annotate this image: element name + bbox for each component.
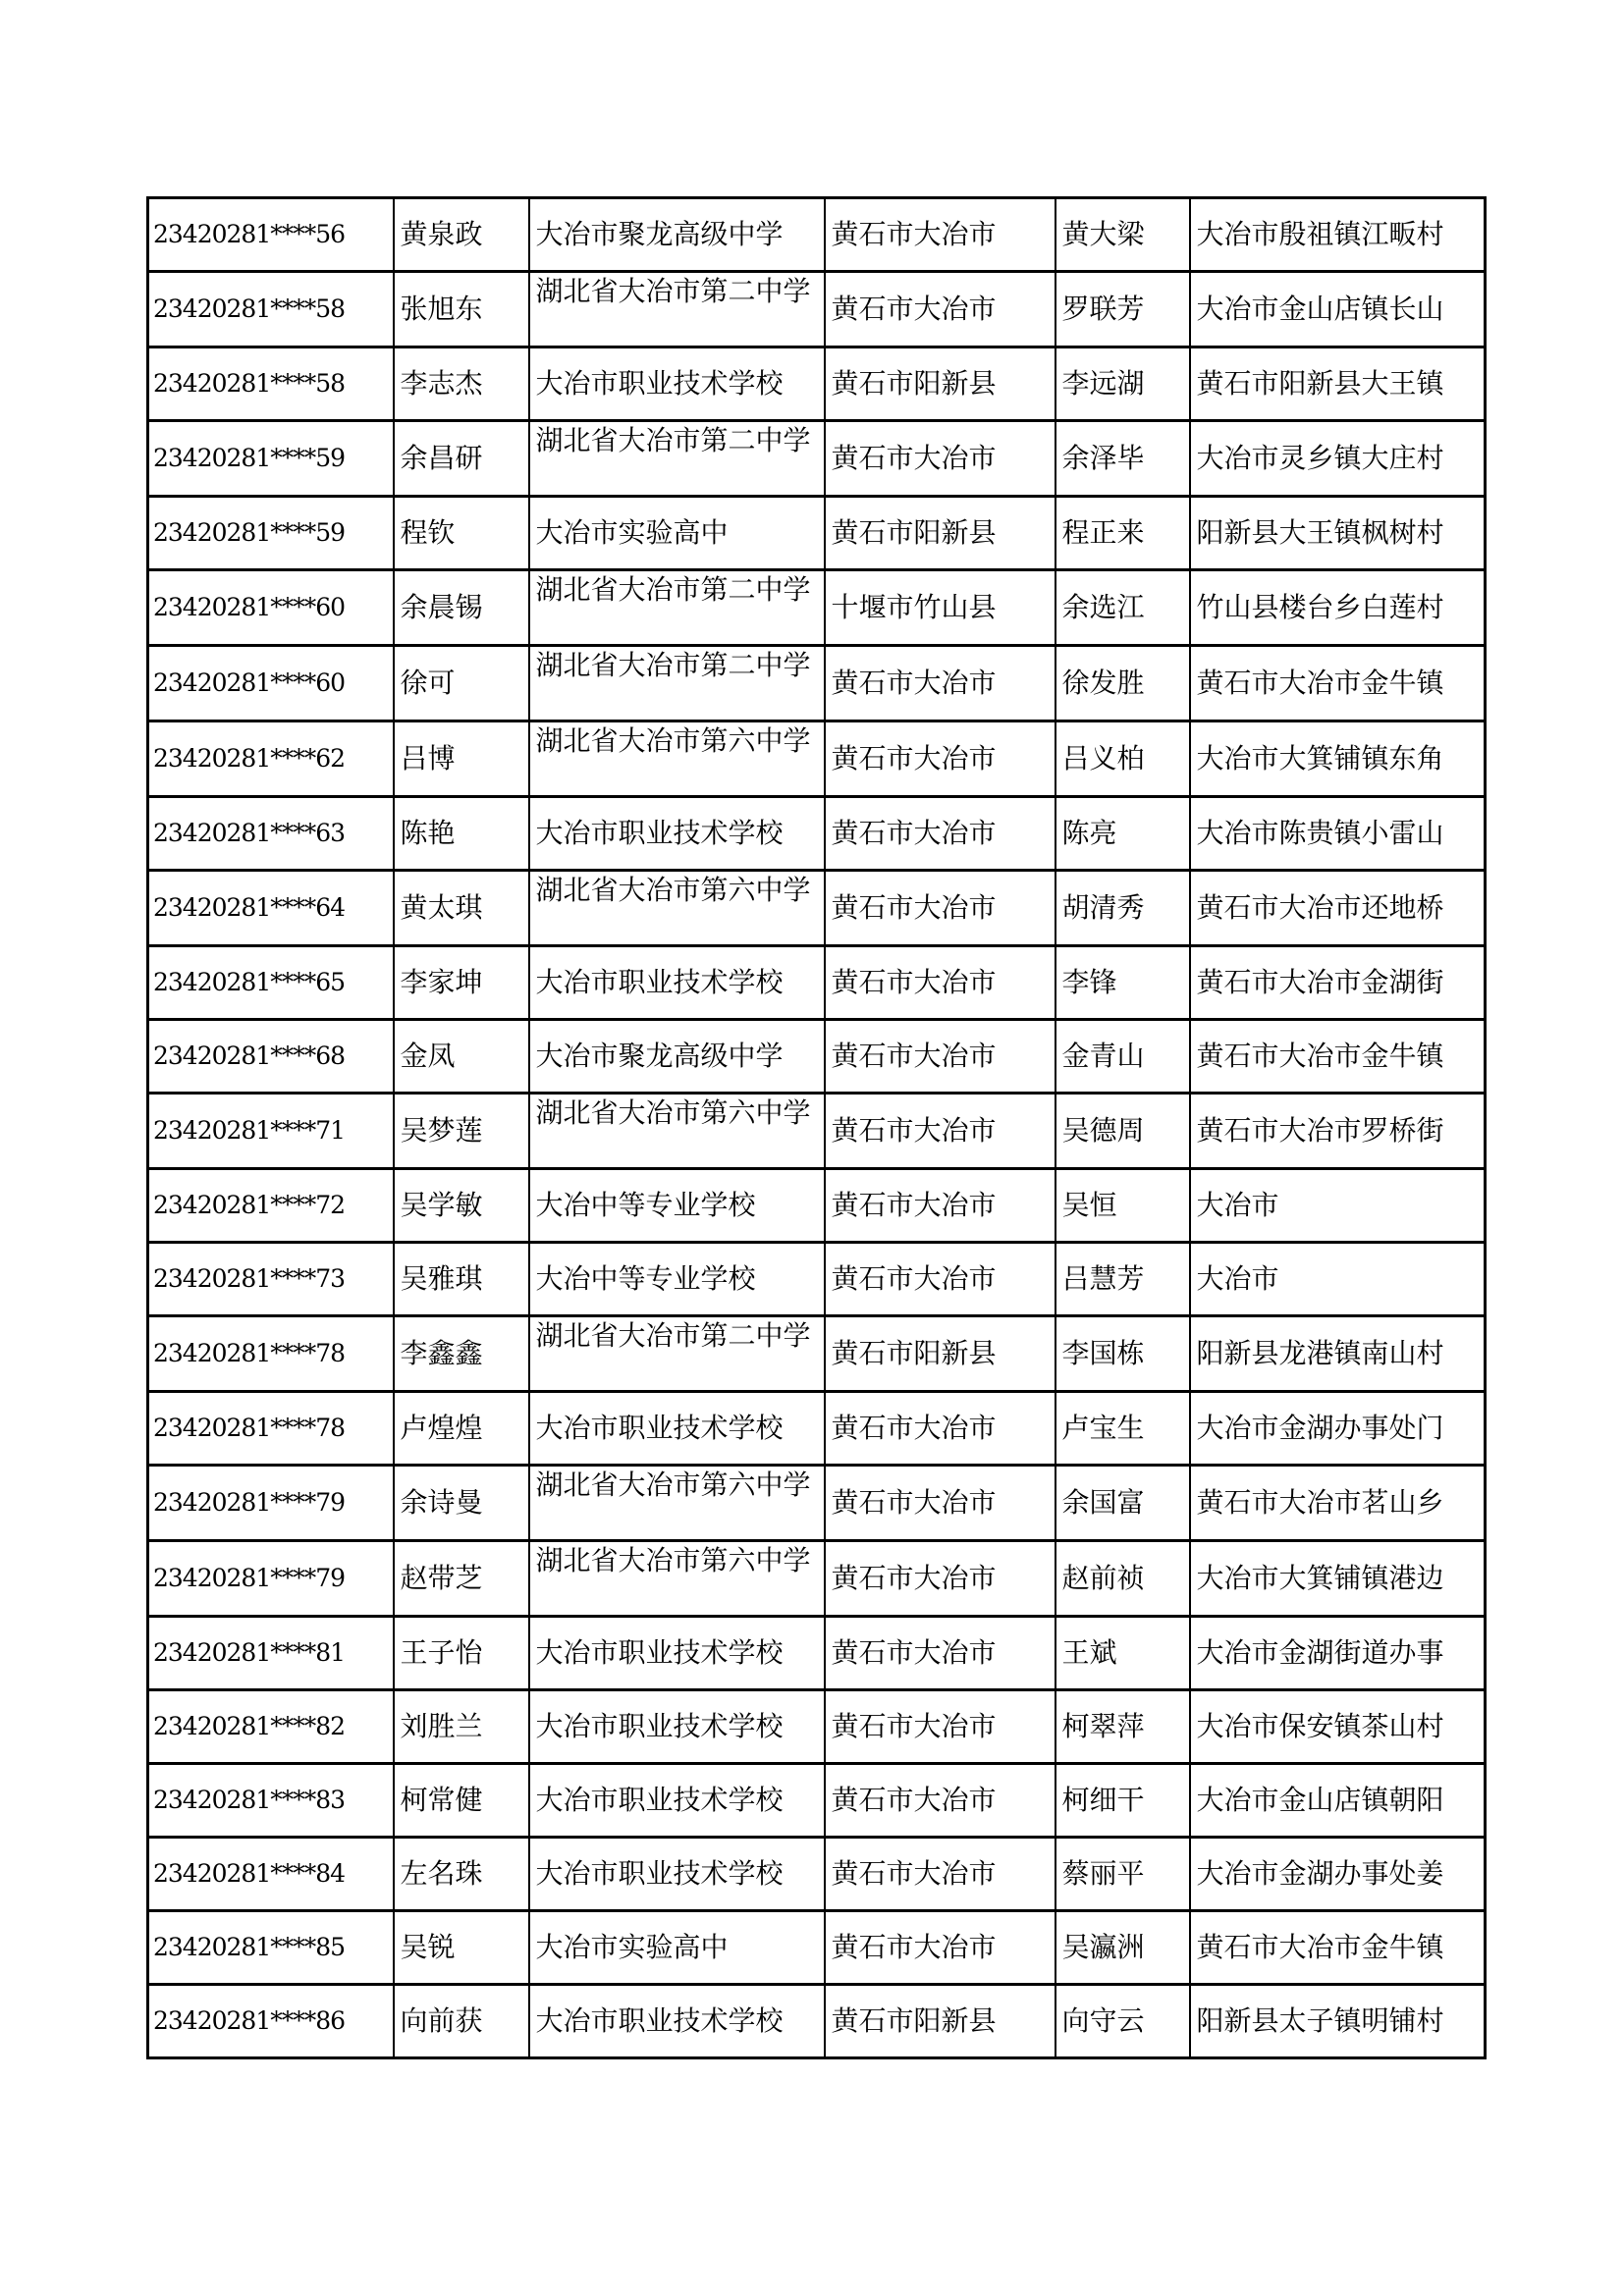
school-cell: 大冶市职业技术学校 — [529, 347, 825, 421]
table-body — [148, 198, 1486, 2058]
address-cell: 黄石市阳新县大王镇 — [1190, 347, 1486, 421]
address-cell: 黄石市大冶市金牛镇 — [1190, 1911, 1486, 1985]
region-cell: 黄石市大冶市 — [825, 1690, 1056, 1764]
id-cell: 23420281****60 — [148, 570, 394, 646]
id-cell: 23420281****72 — [148, 1169, 394, 1243]
id-cell: 23420281****68 — [148, 1020, 394, 1094]
table-row — [148, 1020, 1486, 1094]
id-cell: 23420281****81 — [148, 1617, 394, 1690]
table-row — [148, 646, 1486, 721]
student-name-cell: 金凤 — [394, 1020, 529, 1094]
region-cell: 黄石市大冶市 — [825, 797, 1056, 871]
guardian-name-cell: 金青山 — [1056, 1020, 1190, 1094]
guardian-name-cell: 胡清秀 — [1056, 871, 1190, 946]
table-row — [148, 1690, 1486, 1764]
table-row — [148, 347, 1486, 421]
school-cell: 大冶市职业技术学校 — [529, 1690, 825, 1764]
id-cell: 23420281****84 — [148, 1838, 394, 1911]
id-cell: 23420281****59 — [148, 421, 394, 497]
region-cell: 黄石市大冶市 — [825, 721, 1056, 797]
region-cell: 黄石市大冶市 — [825, 1243, 1056, 1316]
table-row — [148, 1985, 1486, 2058]
address-cell: 大冶市金山店镇朝阳 — [1190, 1764, 1486, 1838]
guardian-name-cell: 柯翠萍 — [1056, 1690, 1190, 1764]
region-cell: 黄石市大冶市 — [825, 646, 1056, 721]
table-row — [148, 1392, 1486, 1466]
table-row — [148, 1169, 1486, 1243]
table-row — [148, 871, 1486, 946]
id-cell: 23420281****79 — [148, 1466, 394, 1541]
school-cell: 湖北省大冶市第二中学 — [529, 272, 825, 347]
address-cell: 黄石市大冶市金牛镇 — [1190, 1020, 1486, 1094]
table-row — [148, 1764, 1486, 1838]
school-cell: 湖北省大冶市第六中学 — [529, 721, 825, 797]
table-row — [148, 721, 1486, 797]
student-name-cell: 刘胜兰 — [394, 1690, 529, 1764]
region-cell: 黄石市大冶市 — [825, 1020, 1056, 1094]
table-row — [148, 421, 1486, 497]
student-name-cell: 向前获 — [394, 1985, 529, 2058]
guardian-name-cell: 向守云 — [1056, 1985, 1190, 2058]
guardian-name-cell: 卢宝生 — [1056, 1392, 1190, 1466]
table-row — [148, 1316, 1486, 1392]
id-cell: 23420281****86 — [148, 1985, 394, 2058]
table-row — [148, 198, 1486, 272]
table-row — [148, 1541, 1486, 1617]
student-name-cell: 黄泉政 — [394, 198, 529, 272]
id-cell: 23420281****56 — [148, 198, 394, 272]
table-row — [148, 570, 1486, 646]
school-cell: 湖北省大冶市第六中学 — [529, 1094, 825, 1169]
school-cell: 湖北省大冶市第六中学 — [529, 871, 825, 946]
student-name-cell: 王子怡 — [394, 1617, 529, 1690]
table-row — [148, 1243, 1486, 1316]
school-cell: 湖北省大冶市第二中学 — [529, 421, 825, 497]
student-name-cell: 李鑫鑫 — [394, 1316, 529, 1392]
school-cell: 大冶市实验高中 — [529, 1911, 825, 1985]
address-cell: 黄石市大冶市茗山乡 — [1190, 1466, 1486, 1541]
region-cell: 黄石市大冶市 — [825, 421, 1056, 497]
address-cell: 黄石市大冶市罗桥街 — [1190, 1094, 1486, 1169]
address-cell: 黄石市大冶市金牛镇 — [1190, 646, 1486, 721]
student-name-cell: 卢煌煌 — [394, 1392, 529, 1466]
student-name-cell: 柯常健 — [394, 1764, 529, 1838]
address-cell: 阳新县太子镇明铺村 — [1190, 1985, 1486, 2058]
guardian-name-cell: 李国栋 — [1056, 1316, 1190, 1392]
student-name-cell: 吴雅琪 — [394, 1243, 529, 1316]
school-cell: 湖北省大冶市第二中学 — [529, 570, 825, 646]
region-cell: 十堰市竹山县 — [825, 570, 1056, 646]
region-cell: 黄石市大冶市 — [825, 1541, 1056, 1617]
school-cell: 湖北省大冶市第二中学 — [529, 646, 825, 721]
student-name-cell: 李志杰 — [394, 347, 529, 421]
guardian-name-cell: 蔡丽平 — [1056, 1838, 1190, 1911]
guardian-name-cell: 吕义柏 — [1056, 721, 1190, 797]
guardian-name-cell: 吴恒 — [1056, 1169, 1190, 1243]
id-cell: 23420281****83 — [148, 1764, 394, 1838]
student-name-cell: 余诗曼 — [394, 1466, 529, 1541]
school-cell: 大冶市聚龙高级中学 — [529, 1020, 825, 1094]
school-cell: 大冶市职业技术学校 — [529, 1392, 825, 1466]
region-cell: 黄石市大冶市 — [825, 1838, 1056, 1911]
student-name-cell: 吴梦莲 — [394, 1094, 529, 1169]
guardian-name-cell: 王斌 — [1056, 1617, 1190, 1690]
school-cell: 大冶中等专业学校 — [529, 1243, 825, 1316]
address-cell: 黄石市大冶市还地桥 — [1190, 871, 1486, 946]
id-cell: 23420281****78 — [148, 1392, 394, 1466]
table-row — [148, 1617, 1486, 1690]
id-cell: 23420281****60 — [148, 646, 394, 721]
id-cell: 23420281****58 — [148, 347, 394, 421]
id-cell: 23420281****65 — [148, 946, 394, 1020]
address-cell: 大冶市陈贵镇小雷山 — [1190, 797, 1486, 871]
school-cell: 大冶市实验高中 — [529, 497, 825, 570]
region-cell: 黄石市大冶市 — [825, 1911, 1056, 1985]
id-cell: 23420281****85 — [148, 1911, 394, 1985]
region-cell: 黄石市大冶市 — [825, 946, 1056, 1020]
id-cell: 23420281****64 — [148, 871, 394, 946]
address-cell: 大冶市 — [1190, 1243, 1486, 1316]
region-cell: 黄石市阳新县 — [825, 497, 1056, 570]
table-row — [148, 1466, 1486, 1541]
region-cell: 黄石市大冶市 — [825, 871, 1056, 946]
school-cell: 大冶市职业技术学校 — [529, 1764, 825, 1838]
guardian-name-cell: 余泽毕 — [1056, 421, 1190, 497]
school-cell: 大冶市职业技术学校 — [529, 797, 825, 871]
student-table — [146, 196, 1487, 2059]
address-cell: 大冶市保安镇茶山村 — [1190, 1690, 1486, 1764]
id-cell: 23420281****59 — [148, 497, 394, 570]
school-cell: 大冶市聚龙高级中学 — [529, 198, 825, 272]
guardian-name-cell: 吕慧芳 — [1056, 1243, 1190, 1316]
guardian-name-cell: 余国富 — [1056, 1466, 1190, 1541]
student-name-cell: 吕博 — [394, 721, 529, 797]
region-cell: 黄石市大冶市 — [825, 1392, 1056, 1466]
id-cell: 23420281****78 — [148, 1316, 394, 1392]
address-cell: 大冶市灵乡镇大庄村 — [1190, 421, 1486, 497]
guardian-name-cell: 陈亮 — [1056, 797, 1190, 871]
student-name-cell: 吴锐 — [394, 1911, 529, 1985]
school-cell: 大冶市职业技术学校 — [529, 1838, 825, 1911]
guardian-name-cell: 余选江 — [1056, 570, 1190, 646]
id-cell: 23420281****73 — [148, 1243, 394, 1316]
student-name-cell: 程钦 — [394, 497, 529, 570]
address-cell: 大冶市金湖办事处门 — [1190, 1392, 1486, 1466]
student-name-cell: 徐可 — [394, 646, 529, 721]
table-row — [148, 1094, 1486, 1169]
address-cell: 大冶市 — [1190, 1169, 1486, 1243]
id-cell: 23420281****82 — [148, 1690, 394, 1764]
guardian-name-cell: 吴瀛洲 — [1056, 1911, 1190, 1985]
guardian-name-cell: 罗联芳 — [1056, 272, 1190, 347]
table-row — [148, 497, 1486, 570]
id-cell: 23420281****79 — [148, 1541, 394, 1617]
region-cell: 黄石市大冶市 — [825, 1466, 1056, 1541]
student-name-cell: 李家坤 — [394, 946, 529, 1020]
address-cell: 大冶市大箕铺镇港边 — [1190, 1541, 1486, 1617]
student-name-cell: 黄太琪 — [394, 871, 529, 946]
address-cell: 阳新县龙港镇南山村 — [1190, 1316, 1486, 1392]
region-cell: 黄石市大冶市 — [825, 1617, 1056, 1690]
region-cell: 黄石市阳新县 — [825, 1316, 1056, 1392]
id-cell: 23420281****71 — [148, 1094, 394, 1169]
student-name-cell: 余昌研 — [394, 421, 529, 497]
region-cell: 黄石市大冶市 — [825, 1094, 1056, 1169]
school-cell: 湖北省大冶市第六中学 — [529, 1541, 825, 1617]
region-cell: 黄石市大冶市 — [825, 1764, 1056, 1838]
address-cell: 大冶市殷祖镇江畈村 — [1190, 198, 1486, 272]
student-name-cell: 赵带芝 — [394, 1541, 529, 1617]
school-cell: 湖北省大冶市第六中学 — [529, 1466, 825, 1541]
region-cell: 黄石市大冶市 — [825, 198, 1056, 272]
school-cell: 湖北省大冶市第二中学 — [529, 1316, 825, 1392]
table-row — [148, 1911, 1486, 1985]
guardian-name-cell: 吴德周 — [1056, 1094, 1190, 1169]
address-cell: 大冶市大箕铺镇东角 — [1190, 721, 1486, 797]
id-cell: 23420281****58 — [148, 272, 394, 347]
id-cell: 23420281****63 — [148, 797, 394, 871]
guardian-name-cell: 黄大梁 — [1056, 198, 1190, 272]
student-name-cell: 陈艳 — [394, 797, 529, 871]
guardian-name-cell: 程正来 — [1056, 497, 1190, 570]
school-cell: 大冶市职业技术学校 — [529, 946, 825, 1020]
student-name-cell: 左名珠 — [394, 1838, 529, 1911]
student-name-cell: 张旭东 — [394, 272, 529, 347]
table-row — [148, 272, 1486, 347]
table-row — [148, 946, 1486, 1020]
address-cell: 竹山县楼台乡白莲村 — [1190, 570, 1486, 646]
guardian-name-cell: 徐发胜 — [1056, 646, 1190, 721]
student-name-cell: 余晨锡 — [394, 570, 529, 646]
address-cell: 大冶市金湖街道办事 — [1190, 1617, 1486, 1690]
guardian-name-cell: 赵前祯 — [1056, 1541, 1190, 1617]
table-row — [148, 797, 1486, 871]
guardian-name-cell: 李远湖 — [1056, 347, 1190, 421]
id-cell: 23420281****62 — [148, 721, 394, 797]
guardian-name-cell: 柯细干 — [1056, 1764, 1190, 1838]
region-cell: 黄石市大冶市 — [825, 272, 1056, 347]
region-cell: 黄石市大冶市 — [825, 1169, 1056, 1243]
table-row — [148, 1838, 1486, 1911]
school-cell: 大冶中等专业学校 — [529, 1169, 825, 1243]
address-cell: 黄石市大冶市金湖街 — [1190, 946, 1486, 1020]
address-cell: 大冶市金湖办事处姜 — [1190, 1838, 1486, 1911]
region-cell: 黄石市阳新县 — [825, 347, 1056, 421]
student-name-cell: 吴学敏 — [394, 1169, 529, 1243]
guardian-name-cell: 李锋 — [1056, 946, 1190, 1020]
region-cell: 黄石市阳新县 — [825, 1985, 1056, 2058]
school-cell: 大冶市职业技术学校 — [529, 1985, 825, 2058]
address-cell: 大冶市金山店镇长山 — [1190, 272, 1486, 347]
address-cell: 阳新县大王镇枫树村 — [1190, 497, 1486, 570]
school-cell: 大冶市职业技术学校 — [529, 1617, 825, 1690]
